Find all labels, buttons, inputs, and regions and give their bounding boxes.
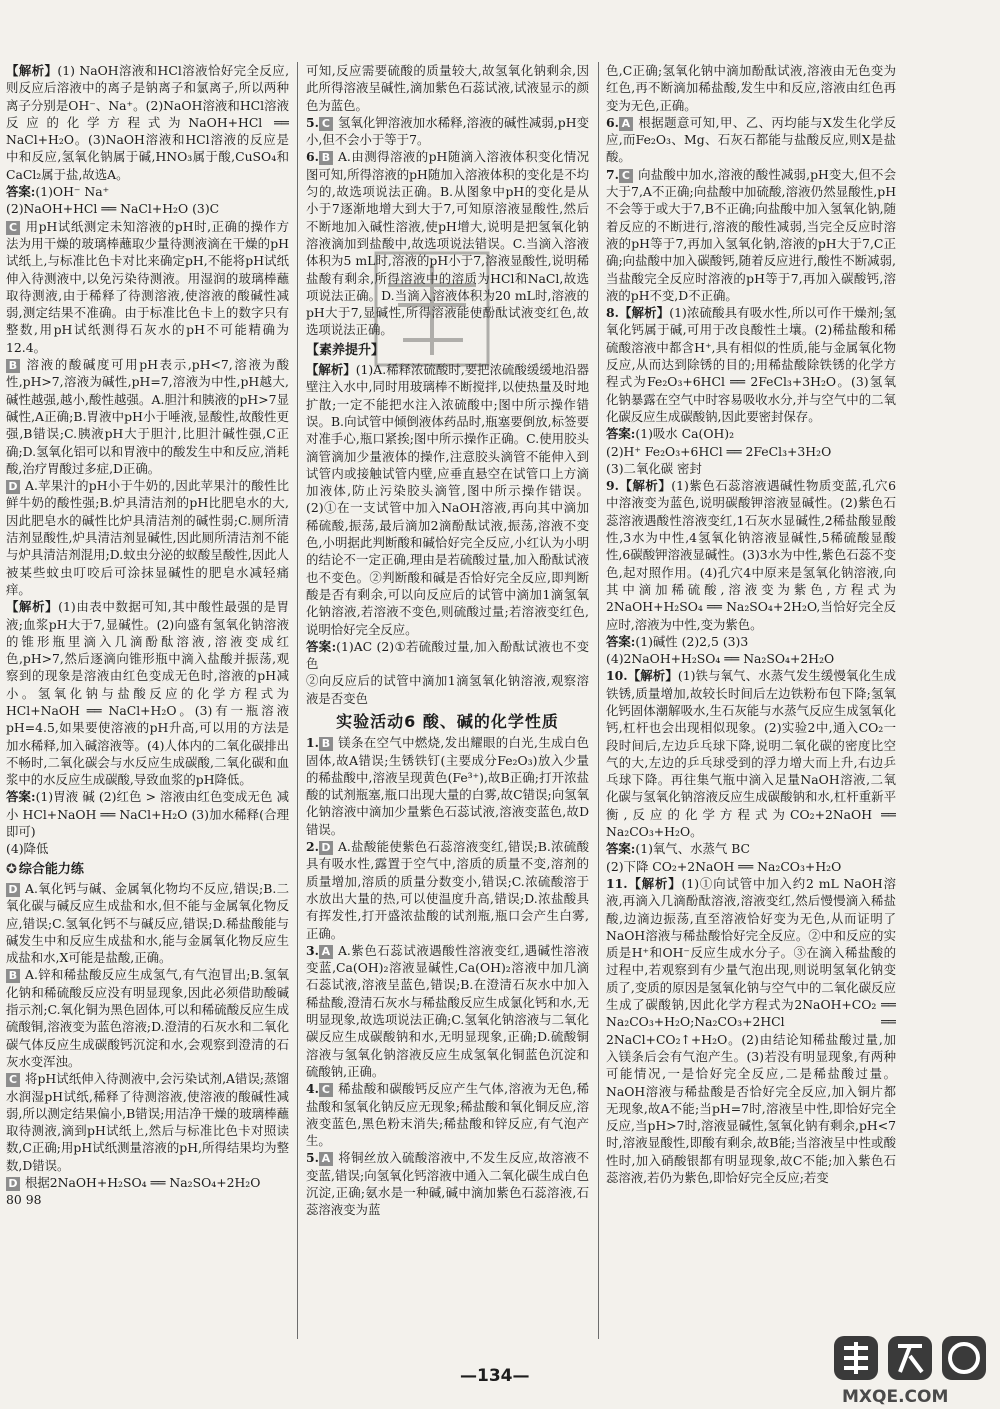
answer-choice-badge: C [319,1083,333,1097]
question-number: 7. [606,166,619,182]
answer-choice-badge: D [6,480,20,494]
paragraph-text: (1)胃液 碱 (2)红色 > 溶液由红色变成无色 减小 HCl+NaOH ══ NaCl+H₂O (3)加水稀释(合理即可) [6,789,289,840]
answer-choice-badge: B [319,737,333,751]
answer-item [306,1149,589,1218]
paragraph-text: (1)铁与氧气、水蒸气发生缓慢氧化生成铁锈,质量增加,故较长时间后左边铁粉布包下降;氢氧化钙固体潮解吸水,生石灰能与水蒸气反应生成氢氧化钙,杠杆也会出现相似现象。(2)实验2中,通入CO₂一段时间后,左边乒乓球下降,说明二氧化碳的密度比空气的大,左边的乒乓球受到的浮力增大而上升,右边乒乓球下降。再往集气瓶中滴入足量NaOH溶液,二氧化碳与氢氧化钠溶液反应生成碳酸钠和水,杠杆重新平衡,反应的化学方程式为CO₂+2NaOH ══ Na₂CO₃+H₂O。 [606,668,896,840]
answer-label: 答案: [6,184,36,200]
answer-item [6,218,289,356]
star-icon: ✪ [6,861,17,877]
answer-item [306,114,589,149]
answer-choice-badge: A [319,1152,333,1166]
text-paragraph [306,638,589,673]
answer-item [606,304,896,425]
paragraph-text: (1)AC (2)①若硫酸过量,加入酚酞试液也不变色 [306,638,589,672]
paragraph-text: A.锌和稀盐酸反应生成氢气,有气泡冒出;B.氢氧化钠和稀硫酸反应没有明显现象,因此必须借助酸碱指示剂;C.氧化铜为黑色固体,可以和稀硫酸反应生成硫酸铜,溶液变为蓝色溶液;D.澄清的石灰水和二氧化碳气体反应生成碳酸钙沉淀和水,会观察到澄清的石灰水变浑浊。 [6,967,289,1069]
text-paragraph [6,788,289,840]
answer-item [6,880,289,966]
question-number: 5. [306,1150,319,1166]
answer-label: 【解析】 [627,875,682,891]
answer-label: 答案: [606,841,636,857]
paragraph-text: (1) NaOH溶液和HCl溶液恰好完全反应,则反应后溶液中的离子是钠离子和氯离子,所以两种离子分别是OH⁻、Na⁺。(2)NaOH溶液和HCl溶液反应的化学方程式为NaOH+HCl ══ NaCl+H₂O。(3)NaOH溶液和HCl溶液的反应是中和反应,氢氧化钠属于碱,HNO₃属于酸,CuSO₄和CaCl₂属于盐,故选A。 [6,63,289,182]
paragraph-text: 将铜丝放入硫酸溶液中,不发生反应,故溶液不变蓝,错误;向氢氧化钙溶液中通入二氧化碳生成白色沉淀,正确;氨水是一种碱,碱中滴加紫色石蕊溶液,石蕊溶液变为蓝 [306,1150,589,1218]
question-number: 4. [306,1081,319,1097]
paragraph-text: (1)OH⁻ Na⁺ [35,184,110,200]
paragraph-text: 镁条在空气中燃烧,发出耀眼的白光,生成白色固体,故A错误;生锈铁钉(主要成分Fe₂O₃)放入少量的稀盐酸中,溶液呈现黄色(Fe³⁺),故B正确;打开浓盐酸的试剂瓶塞,瓶口出现大量的白雾,故C错误;向氢氧化钠溶液中滴加少量紫色石蕊试液,溶液变蓝色,故D错误。 [306,735,589,837]
answer-item [6,1174,289,1191]
answer-label: 答案: [306,638,337,654]
text-paragraph [6,62,289,183]
text-paragraph [306,62,589,114]
question-number: 11. [606,875,628,891]
text-paragraph [6,183,289,200]
paragraph-text: (1)A.稀释浓硫酸时,要把浓硫酸缓缓地沿器壁注入水中,同时用玻璃棒不断搅拌,以使热量及时地扩散;一定不能把水注入浓硫酸中;图中所示操作错误。B.向试管中倾倒液体药品时,瓶塞要倒放,标签要对准手心,瓶口紧挨;图中所示操作正确。C.使用胶头滴管滴加少量液体的操作,注意胶头滴管不能伸入到试管内或接触试管内壁,应垂直悬空在试管口上方滴加液体,防止污染胶头滴管,图中所示操作错误。(2)①在一支试管中加入NaOH溶液,再向其中滴加稀硫酸,振荡,最后滴加2滴酚酞试液,振荡,溶液不变色,小明据此判断酸和碱恰好完全反应,小红认为小明的结论不一定正确,理由是若硫酸过量,加入酚酞试液也不变色。②判断酸和碱是否恰好完全反应,即判断酸是否有剩余,可以向反应后的试管中滴加1滴氢氧化钠溶液,若溶液不变色,则硫酸过量;若溶液变红色,说明恰好完全反应。 [306,362,589,637]
answer-item [6,1070,289,1174]
answer-choice-badge: C [6,1073,20,1087]
paragraph-text: A.紫色石蕊试液遇酸性溶液变红,遇碱性溶液变蓝,Ca(OH)₂溶液显碱性,Ca(OH)₂溶液中加几滴石蕊试液,溶液呈蓝色,错误;B.在澄清石灰水中加入稀盐酸,澄清石灰水与稀盐酸反应生成氯化钙和水,无明显现象,故选项说法正确;C.氢氧化钠溶液与二氧化碳反应生成碳酸钠和水,无明显现象,正确;D.硫酸铜溶液与氢氧化钠溶液反应生成氢氧化铜蓝色沉淀和硫酸钠,正确。 [306,942,589,1079]
paragraph-text: 色,C正确;氢氧化钠中滴加酚酞试液,溶液由无色变为红色,再不断滴加稀盐酸,发生中和反应,溶液由红色再变为无色,正确。 [606,63,896,113]
answer-item [6,477,289,598]
text-paragraph [606,62,896,114]
answer-label: 【解析】 [6,599,59,615]
answer-item [306,148,589,338]
answer-label: 【解析】 [6,63,58,78]
answer-item [606,114,896,166]
answer-choice-badge: A [619,117,633,131]
answer-item [606,166,896,304]
paragraph-text: 溶液的酸碱度可用pH表示,pH<7,溶液为酸性,pH>7,溶液为碱性,pH=7,溶液为中性,pH越大,碱性越强,越小,酸性越强。A.胆汁和胰液的pH>7显碱性,A正确;B.胃液中pH小于唾液,显酸性,故酸性更强,B错误;C.胰液pH大于胆汁,比胆汁碱性强,C正确;D.氢氧化铝可以和胃液中的酸发生中和反应,消耗酸,治疗胃酸过多症,D正确。 [6,357,289,476]
answer-item [306,734,589,838]
answer-label: 【解析】 [618,305,670,321]
text-column-middle [306,62,589,1343]
question-number: 10. [606,668,628,684]
question-number: 6. [606,114,619,130]
text-paragraph [6,1191,289,1208]
answer-item [306,1080,589,1149]
text-paragraph [606,443,896,460]
paragraph-text: (1)碱性 (2)2,5 (3)3 [635,633,749,649]
section-title: 实验活动6 酸、碱的化学性质 [336,711,559,731]
answer-item [606,477,896,633]
answer-label: 答案: [606,426,636,442]
question-number: 3. [306,942,319,958]
text-paragraph [606,425,896,442]
paragraph-text: 根据题意可知,甲、乙、丙均能与X发生化学反应,而Fe₂O₃、Mg、石灰石都能与盐酸反应,则X是盐酸。 [606,114,896,165]
answer-choice-badge: A [319,945,333,959]
paragraph-text: (1)浓硫酸具有吸水性,所以可作干燥剂;氢氧化钙属于碱,可用于改良酸性土壤。(2)稀盐酸和稀硫酸溶液中都含H⁺,具有相似的性质,能与金属氧化物反应,从而达到除锈的目的;用稀盐酸除铁锈的化学方程式为Fe₂O₃+6HCl ══ 2FeCl₃+3H₂O。(3)氢氧化钠暴露在空气中时容易吸收水分,并与空气中的二氧化碳反应生成碳酸钠,因此要密封保存。 [606,305,896,424]
page-number: —134— [460,1366,530,1386]
answer-choice-badge: C [619,169,633,183]
text-paragraph [606,650,896,667]
answer-choice-badge: B [6,969,20,983]
subsection-title: 【素养提升】 [306,342,385,358]
answer-choice-badge: D [6,1177,20,1191]
paragraph-text: (1)吸水 Ca(OH)₂ [635,426,735,442]
paragraph-text: 将pH试纸伸入待测液中,会污染试剂,A错误;蒸馏水润湿pH试纸,稀释了待测溶液,使溶液的酸碱性减弱,所以测定结果偏小,B错误;用洁净干燥的玻璃棒蘸取待测液,滴到pH试纸上,然后与标准比色卡对照读数,C正确;用pH试纸测量溶液的pH,所得结果均为整数,D错误。 [6,1071,289,1173]
paragraph-text: (1)紫色石蕊溶液遇碱性物质变蓝,孔穴6中溶液变为蓝色,说明碳酸钾溶液显碱性。(2)紫色石蕊溶液遇酸性溶液变红,1石灰水显碱性,2稀盐酸显酸性,3水为中性,4氢氧化钠溶液显碱性,5稀硫酸显酸性,6碳酸钾溶液显碱性。(3)3水为中性,紫色石蕊不变色,起对照作用。(4)孔穴4中原来是氢氧化钠溶液,向其中滴加稀硫酸,溶液变为紫色,方程式为2NaOH+H₂SO₄ ══ Na₂SO₄+2H₂O,当恰好完全反应时,溶液为中性,变为紫色。 [606,478,896,632]
answer-label: 【解析】 [306,362,356,378]
answer-choice-badge: B [6,359,20,373]
paragraph-text: (4)2NaOH+H₂SO₄ ══ Na₂SO₄+2H₂O [606,651,835,667]
question-number: 1. [306,735,319,751]
subsection-label: 综合能力练 [18,861,84,877]
paragraph-text: (2)下降 CO₂+2NaOH ══ Na₂CO₃+H₂O [606,858,842,874]
answer-item [6,356,289,477]
answer-choice-badge: B [319,151,333,165]
paragraph-text: 可知,反应需要硫酸的质量较大,故氢氧化钠剩余,因此所得溶液呈碱性,滴加紫色石蕊试液,试液显示的颜色为蓝色。 [306,63,589,113]
text-paragraph [606,840,896,857]
paragraph-text: (2)H⁺ Fe₂O₃+6HCl ══ 2FeCl₃+3H₂O [606,443,832,459]
paragraph-text: 80 98 [6,1192,42,1208]
text-paragraph [6,200,289,217]
answer-label: 【解析】 [627,668,678,684]
answer-item [306,942,589,1080]
answer-label: 答案: [606,633,636,649]
text-paragraph [606,858,896,875]
answer-circle-logo [830,1328,1000,1408]
text-column-right [606,62,896,1343]
subsection-title [6,861,84,878]
text-paragraph [6,840,289,857]
question-number: 9. [606,478,619,494]
column-divider [297,62,298,1339]
question-number: 5. [306,114,319,130]
paragraph-text: (4)降低 [6,841,49,857]
question-number: 6. [306,149,319,165]
paragraph-text: (1)由表中数据可知,其中酸性最强的是胃液;血浆pH大于7,显碱性。(2)向盛有氢氧化钠溶液的锥形瓶里滴入几滴酚酞溶液,溶液变成红色,pH>7,然后逐滴向锥形瓶中滴入盐酸并振荡,观察到的现象是溶液由红色变成无色时,溶液的pH减小。氢氧化钠与盐酸反应的化学方程式为HCl+NaOH ══ NaCl+H₂O。(3)有一瓶溶液pH=4.5,如果要使溶液的pH升高,可以用的方法是加水稀释,加入碱溶液等。(4)人体内的二氧化碳排出不畅时,二氧化碳会与水反应生成碳酸,二氧化碳和血浆中的水反应生成碳酸,导致血浆的pH降低。 [6,599,289,788]
text-paragraph [306,361,589,638]
paragraph-text: A.氧化钙与碱、金属氧化物均不反应,错误;B.二氧化碳与碱反应生成盐和水,但不能与金属氧化物反应,错误;C.氢氧化钙不与碱反应,错误;D.稀盐酸能与碱发生中和反应生成盐和水,能与金属氧化物反应生成盐和水,X可能是盐酸,正确。 [6,880,289,966]
answer-label: 答案: [6,789,36,805]
paragraph-text: (2)NaOH+HCl ══ NaCl+H₂O (3)C [6,201,220,217]
paragraph-text: (3)二氧化碳 密封 [606,460,702,476]
paragraph-text: 根据2NaOH+H₂SO₄ ══ Na₂SO₄+2H₂O [25,1175,261,1190]
column-divider [598,62,599,1339]
answer-choice-badge: D [6,883,20,897]
svg-text:MXQE.COM: MXQE.COM [842,1387,949,1407]
text-column-left [6,62,289,1343]
text-paragraph [6,598,289,788]
answer-item [6,966,289,1070]
paragraph-text: 用pH试纸测定未知溶液的pH时,正确的操作方法为用干燥的玻璃棒蘸取少量待测液滴在干燥的pH试纸上,与标准比色卡对比来确定pH,不能将pH试纸伸入待测液中,以免污染待测液。用湿润的玻璃棒蘸取待测液,由于稀释了待测溶液,使溶液的酸碱性减弱,测定结果不准确。由于标准比色卡上的数字只有整数,用pH试纸测得石灰水的pH不可能精确为12.4。 [6,218,289,355]
answer-choice-badge: C [6,221,20,235]
answer-item [606,875,896,1186]
paragraph-text: 氢氧化钾溶液加水稀释,溶液的碱性减弱,pH变小,但不会小于等于7。 [306,114,589,148]
paragraph-text: 稀盐酸和碳酸钙反应产生气体,溶液为无色,稀盐酸和氢氧化钠反应无现象;稀盐酸和氧化铜反应,溶液变蓝色,黑色粉末消失;稀盐酸和锌反应,有气泡产生。 [306,1081,589,1149]
question-number: 2. [306,839,319,855]
answer-label: 【解析】 [618,478,672,494]
paragraph-text: A.苹果汁的pH小于牛奶的,因此苹果汁的酸性比鲜牛奶的酸性强;B.炉具清洁剂的pH比肥皂水的大,因此肥皂水的碱性比炉具清洁剂的碱性弱;C.厕所清洁剂显酸性,炉具清洁剂显碱性,因此厕所清洁剂不能与炉具清洁剂混用;D.蚊虫分泌的蚁酸呈酸性,因此人被某些蚊虫叮咬后可涂抹显碱性的肥皂水减轻痛痒。 [6,478,289,597]
text-paragraph [606,460,896,477]
paragraph-text: (1)氧气、水蒸气 BC [635,841,751,857]
answer-choice-badge: D [319,841,333,855]
paragraph-text: A.盐酸能使紫色石蕊溶液变红,错误;B.浓硫酸具有吸水性,露置于空气中,溶质的质量不变,溶剂的质量增加,溶质的质量分数变小,错误;C.浓硫酸溶于水放出大量的热,可以使温度升高,错误;D.浓盐酸具有挥发性,打开盛浓盐酸的试剂瓶,瓶口会产生白雾,正确。 [306,839,589,941]
text-paragraph [606,633,896,650]
paragraph-text: ②向反应后的试管中滴加1滴氢氧化钠溶液,观察溶液是否变色 [306,673,589,706]
question-number: 8. [606,305,619,321]
paragraph-text: A.由测得溶液的pH随滴入溶液体积变化情况图可知,所得溶液的pH随加入溶液体积的变化是不均匀的,故选项说法正确。B.从图象中pH的变化是从小于7逐渐地增大到大于7,可知原溶液显酸性,然后不断地加入碱性溶液,使pH增大,说明是把氢氧化钠溶液滴加到盐酸中,故选项说法错误。C.当滴入溶液体积为5 mL时,溶液的pH小于7,溶液显酸性,说明稀盐酸有剩余,所得溶液中的溶质为HCl和NaCl,故选项说法正确。D.当滴入溶液体积为20 mL时,溶液的pH大于7,显碱性,所得溶液能使酚酞试液变红色,故选项说法正确。 [306,149,589,338]
answer-choice-badge: C [319,117,333,131]
paragraph-text: 向盐酸中加水,溶液的酸性减弱,pH变大,但不会大于7,A不正确;向盐酸中加硫酸,溶液仍然显酸性,pH不会等于或大于7,B不正确;向盐酸中加入氢氧化钠,随着反应的不断进行,溶液的酸性减弱,当完全反应时溶液的pH等于7,再加入氢氧化钠,溶液的pH大于7,C正确;向盐酸中加入碳酸钙,随着反应进行,酸性不断减弱,当盐酸完全反应时溶液的pH等于7,再加入碳酸钙,溶液的pH不变,D不正确。 [606,166,896,303]
text-paragraph [306,672,589,707]
answer-item [306,838,589,942]
answer-item [606,667,896,840]
paragraph-text: (1)①向试管中加入约2 mL NaOH溶液,再滴入几滴酚酞溶液,溶液变红,然后慢慢滴入稀盐酸,边滴边振荡,直至溶液恰好变为无色,从而证明了NaOH溶液与稀盐酸恰好完全反应。②中和反应的实质是H⁺和OH⁻反应生成水分子。③在滴入稀盐酸的过程中,若观察到有少量气泡出现,则说明氢氧化钠变质了,变质的原因是氢氧化钠与空气中的二氧化碳反应生成了碳酸钠,因此化学方程式为2NaOH+CO₂ ══ Na₂CO₃+H₂O;Na₂CO₃+2HCl ══ 2NaCl+CO₂↑+H₂O。(2)由结论知稀盐酸过量,加入镁条后会有气泡产生。(3)若没有明显现象,有两种可能情况,一是恰好完全反应,二是稀盐酸过量。NaOH溶液与稀盐酸是否恰好完全反应,加入铜片都无现象,故A不能;当pH=7时,溶液呈中性,即恰好完全反应,当pH>7时,溶液显碱性,氢氧化钠有剩余,pH<7时,溶液显酸性,即酸有剩余,故B能;当溶液呈中性或酸性时,加入硝酸银都有明显现象,故C不能;加入紫色石蕊溶液,若仍为紫色,即恰好完全反应;若变 [606,875,896,1185]
